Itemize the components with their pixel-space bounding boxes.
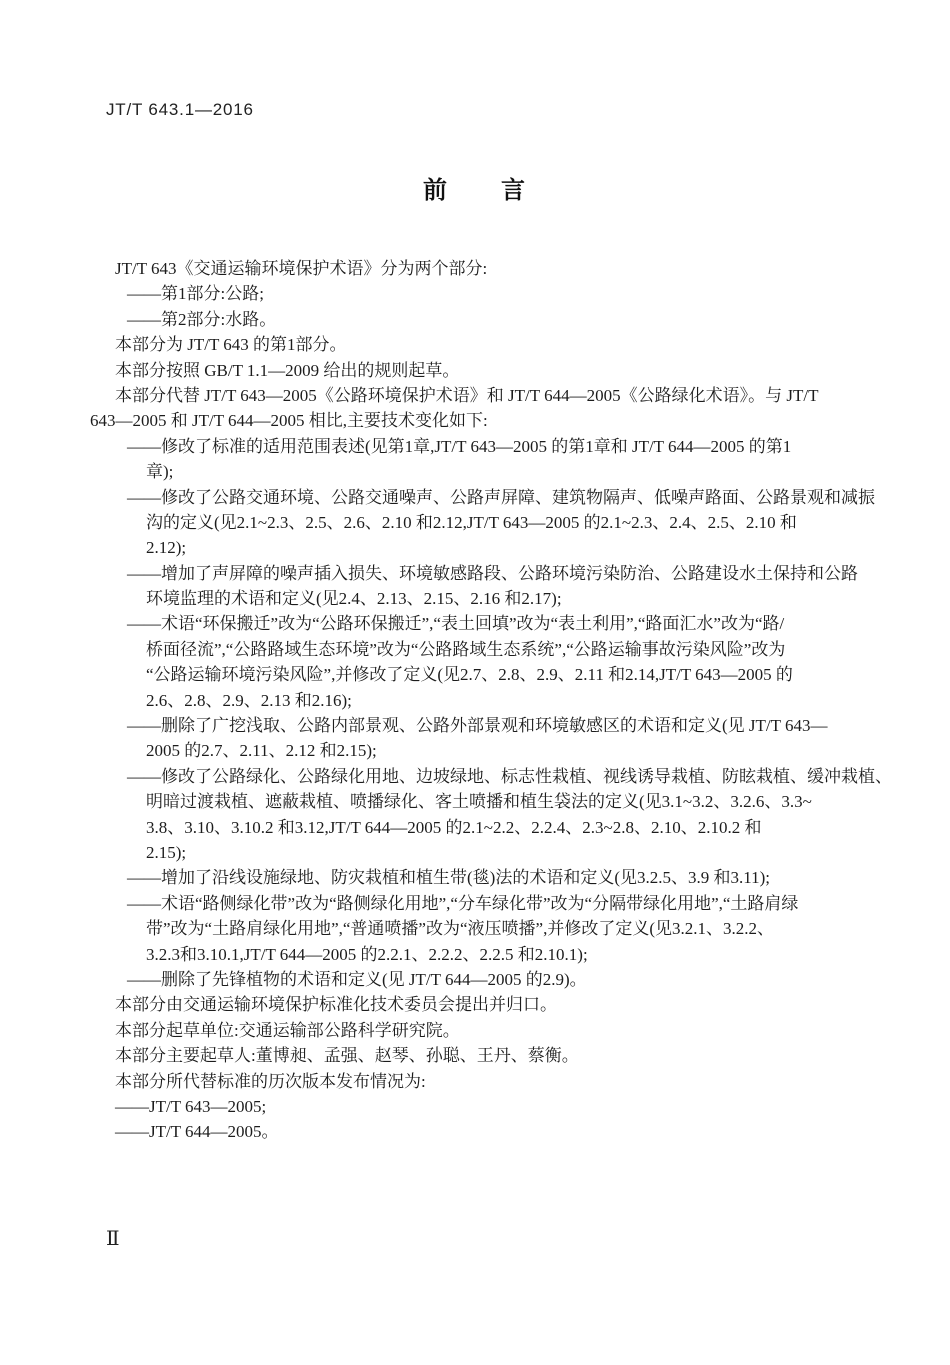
text-line: ——JT/T 643—2005; [115,1096,267,1116]
text-line: 带”改为“土路肩绿化用地”,“普通喷播”改为“液压喷播”,并修改了定义(见3.2.1、3.2.2、 [146,919,774,939]
text-line: 本部分所代替标准的历次版本发布情况为: [115,1071,426,1091]
text-line: ——JT/T 644—2005。 [115,1122,279,1142]
document-body [0,256,950,1145]
text-line: 环境监理的术语和定义(见2.4、2.13、2.15、2.16 和2.17); [146,589,562,609]
page-number: Ⅱ [106,1228,120,1250]
page-title: 前 言 [423,177,527,204]
text-line: ——修改了公路交通环境、公路交通噪声、公路声屏障、建筑物隔声、低噪声路面、公路景观和减振 [127,487,875,507]
standard-number: JT/T 643.1—2016 [106,100,254,119]
text-line: 明暗过渡栽植、遮蔽栽植、喷播绿化、客土喷播和植生袋法的定义(见3.1~3.2、3.2.6、3.3~ [146,792,812,812]
text-line: ——增加了声屏障的噪声插入损失、环境敏感路段、公路环境污染防治、公路建设水土保持和公路 [127,563,858,583]
text-line: “公路运输环境污染风险”,并修改了定义(见2.7、2.8、2.9、2.11 和2.14,JT/T 643—2005 的 [146,665,793,685]
text-line: ——增加了沿线设施绿地、防灾栽植和植生带(毯)法的术语和定义(见3.2.5、3.9 和3.11); [127,868,770,888]
text-line: 本部分主要起草人:董博昶、孟强、赵琴、孙聪、王丹、蔡衡。 [115,1046,579,1066]
text-line: 3.2.3和3.10.1,JT/T 644—2005 的2.2.1、2.2.2、2.2.5 和2.10.1); [146,944,588,964]
text-line: ——术语“路侧绿化带”改为“路侧绿化用地”,“分车绿化带”改为“分隔带绿化用地”,“土路肩绿 [127,893,799,913]
text-line: ——删除了广挖浅取、公路内部景观、公路外部景观和环境敏感区的术语和定义(见 JT/T 643— [127,716,828,736]
text-line: 2.6、2.8、2.9、2.13 和2.16); [146,690,352,710]
text-line: 本部分代替 JT/T 643—2005《公路环境保护术语》和 JT/T 644—2005《公路绿化术语》。与 JT/T [115,385,819,405]
text-line: 章); [146,462,174,482]
text-line: 本部分起草单位:交通运输部公路科学研究院。 [115,1020,460,1040]
text-line: ——删除了先锋植物的术语和定义(见 JT/T 644—2005 的2.9)。 [127,969,587,989]
text-line: 3.8、3.10、3.10.2 和3.12,JT/T 644—2005 的2.1~2.2、2.2.4、2.3~2.8、2.10、2.10.2 和 [146,817,762,837]
text-line: ——修改了公路绿化、公路绿化用地、边坡绿地、标志性栽植、视线诱导栽植、防眩栽植、缓冲栽植、 [127,766,892,786]
text-line: 2.15); [146,842,187,862]
text-line: ——修改了标准的适用范围表述(见第1章,JT/T 643—2005 的第1章和 JT/T 644—2005 的第1 [127,436,792,456]
text-line: 桥面径流”,“公路路域生态环境”改为“公路路域生态系统”,“公路运输事故污染风险”改为 [146,639,786,659]
text-line: JT/T 643《交通运输环境保护术语》分为两个部分: [115,259,488,278]
text-line: 本部分由交通运输环境保护标准化技术委员会提出并归口。 [115,995,557,1015]
text-line: 2005 的2.7、2.11、2.12 和2.15); [146,741,377,761]
text-line: ——第2部分:水路。 [127,309,277,329]
text-line: 2.12); [146,538,187,558]
text-line: 643—2005 和 JT/T 644—2005 相比,主要技术变化如下: [90,411,488,431]
text-line: 沟的定义(见2.1~2.3、2.5、2.6、2.10 和2.12,JT/T 643—2005 的2.1~2.3、2.4、2.5、2.10 和 [146,512,797,532]
text-line: 本部分按照 GB/T 1.1—2009 给出的规则起草。 [115,360,460,380]
text-line: 本部分为 JT/T 643 的第1部分。 [115,335,347,355]
text-line: ——术语“环保搬迁”改为“公路环保搬迁”,“表土回填”改为“表土利用”,“路面汇水”改为“路/ [127,614,785,634]
text-line: ——第1部分:公路; [127,284,264,304]
